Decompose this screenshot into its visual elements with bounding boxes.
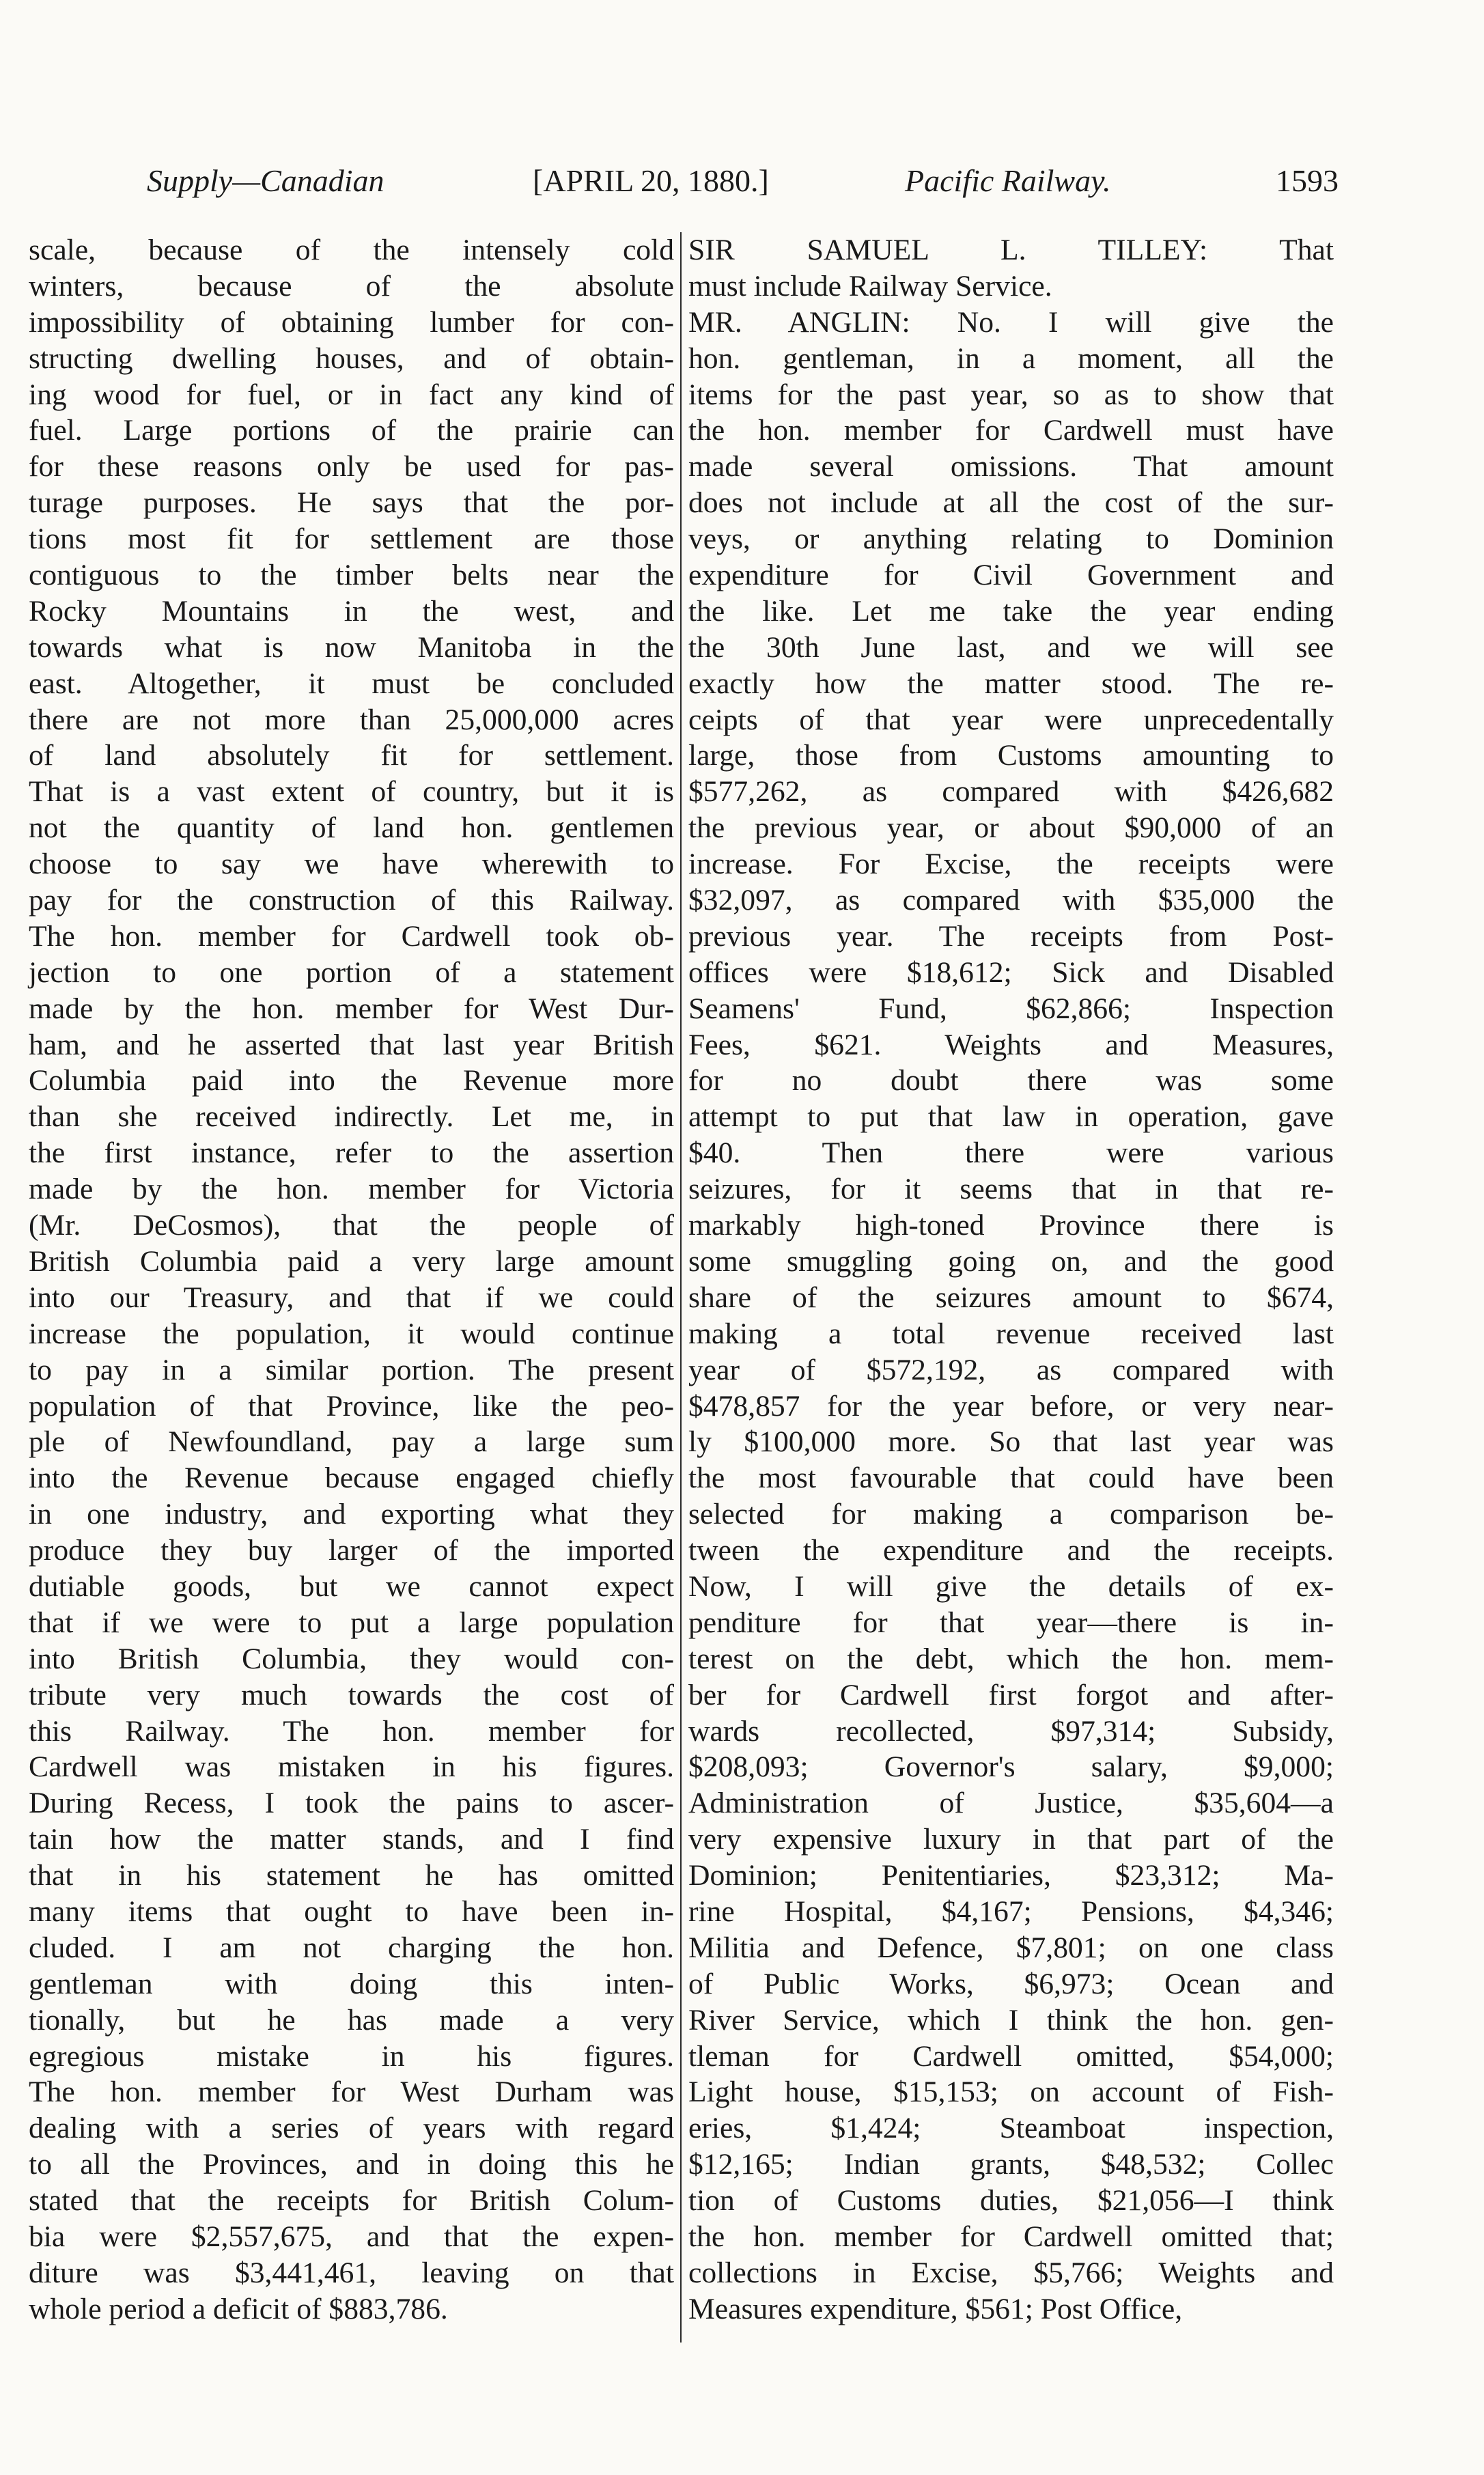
text-line: share of the seizures amount to $674, [688, 1281, 1334, 1314]
text-line: for these reasons only be used for pas- [29, 450, 674, 484]
text-line: ple of Newfoundland, pay a large sum [29, 1425, 674, 1459]
text-line: does not include at all the cost of the sur- [688, 486, 1334, 520]
text-line: stated that the receipts for British Colum- [29, 2184, 674, 2218]
text-line: for no doubt there was some [688, 1064, 1334, 1097]
text-line: the first instance, refer to the assertion [29, 1136, 674, 1170]
text-line: SIR SAMUEL L. TILLEY: That [688, 234, 1334, 266]
text-line: (Mr. DeCosmos), that the people of [29, 1209, 674, 1242]
text-line: impossibility of obtaining lumber for con- [29, 305, 674, 339]
text-line: terest on the debt, which the hon. mem- [688, 1642, 1334, 1675]
text-line: exactly how the matter stood. The re- [688, 667, 1334, 700]
text-line: scale, because of the intensely cold [29, 234, 674, 266]
text-line: bia were $2,557,675, and that the expen- [29, 2220, 674, 2253]
page-number: 1593 [1276, 163, 1339, 198]
text-line: fuel. Large portions of the prairie can [29, 414, 674, 447]
text-line: hon. gentleman, in a moment, all the [688, 341, 1334, 375]
text-line: pay for the construction of this Railway. [29, 884, 674, 917]
text-line: $40. Then there were various [688, 1136, 1334, 1170]
text-line: Rocky Mountains in the west, and [29, 594, 674, 628]
text-line: The hon. member for Cardwell took ob- [29, 919, 674, 953]
text-line: Cardwell was mistaken in his figures. [29, 1750, 674, 1784]
text-line: the hon. member for Cardwell must have [688, 414, 1334, 447]
text-line: turage purposes. He says that the por- [29, 486, 674, 520]
text-line: produce they buy larger of the imported [29, 1534, 674, 1567]
text-line: markably high-toned Province there is [688, 1209, 1334, 1242]
text-line: into our Treasury, and that if we could [29, 1281, 674, 1314]
text-line: the like. Let me take the year ending [688, 594, 1334, 628]
text-line: That is a vast extent of country, but it is [29, 775, 674, 809]
text-line: wards recollected, $97,314; Subsidy, [688, 1714, 1334, 1748]
text-line: made several omissions. That amount [688, 450, 1334, 484]
text-line: ing wood for fuel, or in fact any kind of [29, 378, 674, 411]
text-line: tions most fit for settlement are those [29, 522, 674, 556]
text-line: diture was $3,441,461, leaving on that [29, 2256, 674, 2289]
text-line: dealing with a series of years with regard [29, 2112, 674, 2145]
text-line: seizures, for it seems that in that re- [688, 1173, 1334, 1206]
text-line: attempt to put that law in operation, gave [688, 1100, 1334, 1134]
text-line: very expensive luxury in that part of the [688, 1823, 1334, 1856]
text-line: the most favourable that could have been [688, 1462, 1334, 1495]
text-line: $577,262, as compared with $426,682 [688, 775, 1334, 809]
text-line: River Service, which I think the hon. gen- [688, 2003, 1334, 2037]
text-line: in one industry, and exporting what they [29, 1498, 674, 1531]
text-line: some smuggling going on, and the good [688, 1244, 1334, 1278]
text-line: tween the expenditure and the receipts. [688, 1534, 1334, 1567]
text-line: tleman for Cardwell omitted, $54,000; [688, 2039, 1334, 2073]
text-line: than she received indirectly. Let me, in [29, 1100, 674, 1134]
text-line: tain how the matter stands, and I find [29, 1823, 674, 1856]
text-line: ceipts of that year were unprecedentally [688, 703, 1334, 736]
text-line: items for the past year, so as to show that [688, 378, 1334, 411]
text-line: east. Altogether, it must be concluded [29, 667, 674, 700]
text-line: previous year. The receipts from Post- [688, 919, 1334, 953]
text-line: must include Railway Service. [688, 269, 1052, 303]
text-line: $12,165; Indian grants, $48,532; Collec [688, 2148, 1334, 2181]
text-line: the hon. member for Cardwell omitted that; [688, 2220, 1334, 2253]
header-date: [APRIL 20, 1880.] [533, 163, 769, 198]
text-line: tribute very much towards the cost of [29, 1678, 674, 1711]
text-line: During Recess, I took the pains to ascer- [29, 1787, 674, 1820]
text-line: ham, and he asserted that last year British [29, 1028, 674, 1061]
text-line: the previous year, or about $90,000 of an [688, 811, 1334, 845]
text-line: Seamens' Fund, $62,866; Inspection [688, 992, 1334, 1025]
text-line: into British Columbia, they would con- [29, 1642, 674, 1675]
text-line: $32,097, as compared with $35,000 the [688, 884, 1334, 917]
text-line: structing dwelling houses, and of obtain- [29, 341, 674, 375]
text-line: that if we were to put a large population [29, 1606, 674, 1639]
text-line: year of $572,192, as compared with [688, 1353, 1334, 1386]
text-line: The hon. member for West Durham was [29, 2075, 674, 2109]
header-topic: Pacific Railway. [905, 163, 1111, 198]
text-line: MR. ANGLIN: No. I will give the [688, 305, 1334, 339]
text-line: increase. For Excise, the receipts were [688, 848, 1334, 881]
text-line: to pay in a similar portion. The present [29, 1353, 674, 1386]
text-line: Now, I will give the details of ex- [688, 1569, 1334, 1603]
right-column [688, 232, 1334, 2349]
header-section-title: Supply—Canadian [147, 163, 384, 198]
text-line: gentleman with doing this inten- [29, 1967, 674, 2000]
text-line: eries, $1,424; Steamboat inspection, [688, 2112, 1334, 2145]
text-line: veys, or anything relating to Dominion [688, 522, 1334, 556]
text-line: this Railway. The hon. member for [29, 1714, 674, 1748]
text-line: ber for Cardwell first forgot and after- [688, 1678, 1334, 1711]
text-line: making a total revenue received last [688, 1317, 1334, 1350]
text-line: collections in Excise, $5,766; Weights and [688, 2256, 1334, 2289]
text-line: large, those from Customs amounting to [688, 739, 1334, 772]
text-line: Militia and Defence, $7,801; on one class [688, 1931, 1334, 1964]
text-line: choose to say we have wherewith to [29, 848, 674, 881]
text-line: increase the population, it would continue [29, 1317, 674, 1350]
text-line: expenditure for Civil Government and [688, 559, 1334, 592]
text-line: Measures expenditure, $561; Post Office, [688, 2292, 1183, 2325]
text-line: population of that Province, like the peo- [29, 1389, 674, 1423]
text-line: egregious mistake in his figures. [29, 2039, 674, 2073]
text-line: $208,093; Governor's salary, $9,000; [688, 1750, 1334, 1784]
text-line: tion of Customs duties, $21,056—I think [688, 2184, 1334, 2218]
text-line: British Columbia paid a very large amount [29, 1244, 674, 1278]
text-line: to all the Provinces, and in doing this he [29, 2148, 674, 2181]
text-line: that in his statement he has omitted [29, 1859, 674, 1892]
text-line: rine Hospital, $4,167; Pensions, $4,346; [688, 1894, 1334, 1928]
text-line: made by the hon. member for West Dur- [29, 992, 674, 1025]
text-line: penditure for that year—there is in- [688, 1606, 1334, 1639]
text-line: selected for making a comparison be- [688, 1498, 1334, 1531]
text-line: $478,857 for the year before, or very near- [688, 1389, 1334, 1423]
text-line: Administration of Justice, $35,604—a [688, 1787, 1334, 1820]
text-line: Fees, $621. Weights and Measures, [688, 1028, 1334, 1061]
text-line: of Public Works, $6,973; Ocean and [688, 1967, 1334, 2000]
text-line: winters, because of the absolute [29, 269, 674, 303]
text-line: Dominion; Penitentiaries, $23,312; Ma- [688, 1859, 1334, 1892]
text-line: contiguous to the timber belts near the [29, 559, 674, 592]
left-column [29, 232, 674, 2349]
text-line: the 30th June last, and we will see [688, 630, 1334, 664]
text-line: made by the hon. member for Victoria [29, 1173, 674, 1206]
text-line: offices were $18,612; Sick and Disabled [688, 955, 1334, 989]
text-line: Light house, $15,153; on account of Fish- [688, 2075, 1334, 2109]
text-line: Columbia paid into the Revenue more [29, 1064, 674, 1097]
text-line: cluded. I am not charging the hon. [29, 1931, 674, 1964]
text-line: tionally, but he has made a very [29, 2003, 674, 2037]
text-line: many items that ought to have been in- [29, 1894, 674, 1928]
page-header [147, 163, 1339, 210]
text-line: dutiable goods, but we cannot expect [29, 1569, 674, 1603]
column-divider [680, 232, 682, 2343]
text-line: there are not more than 25,000,000 acres [29, 703, 674, 736]
text-line: towards what is now Manitoba in the [29, 630, 674, 664]
text-line: ly $100,000 more. So that last year was [688, 1425, 1334, 1459]
text-line: into the Revenue because engaged chiefly [29, 1462, 674, 1495]
text-line: of land absolutely fit for settlement. [29, 739, 674, 772]
text-line: jection to one portion of a statement [29, 955, 674, 989]
text-line: whole period a deficit of $883,786. [29, 2292, 448, 2325]
text-line: not the quantity of land hon. gentlemen [29, 811, 674, 845]
